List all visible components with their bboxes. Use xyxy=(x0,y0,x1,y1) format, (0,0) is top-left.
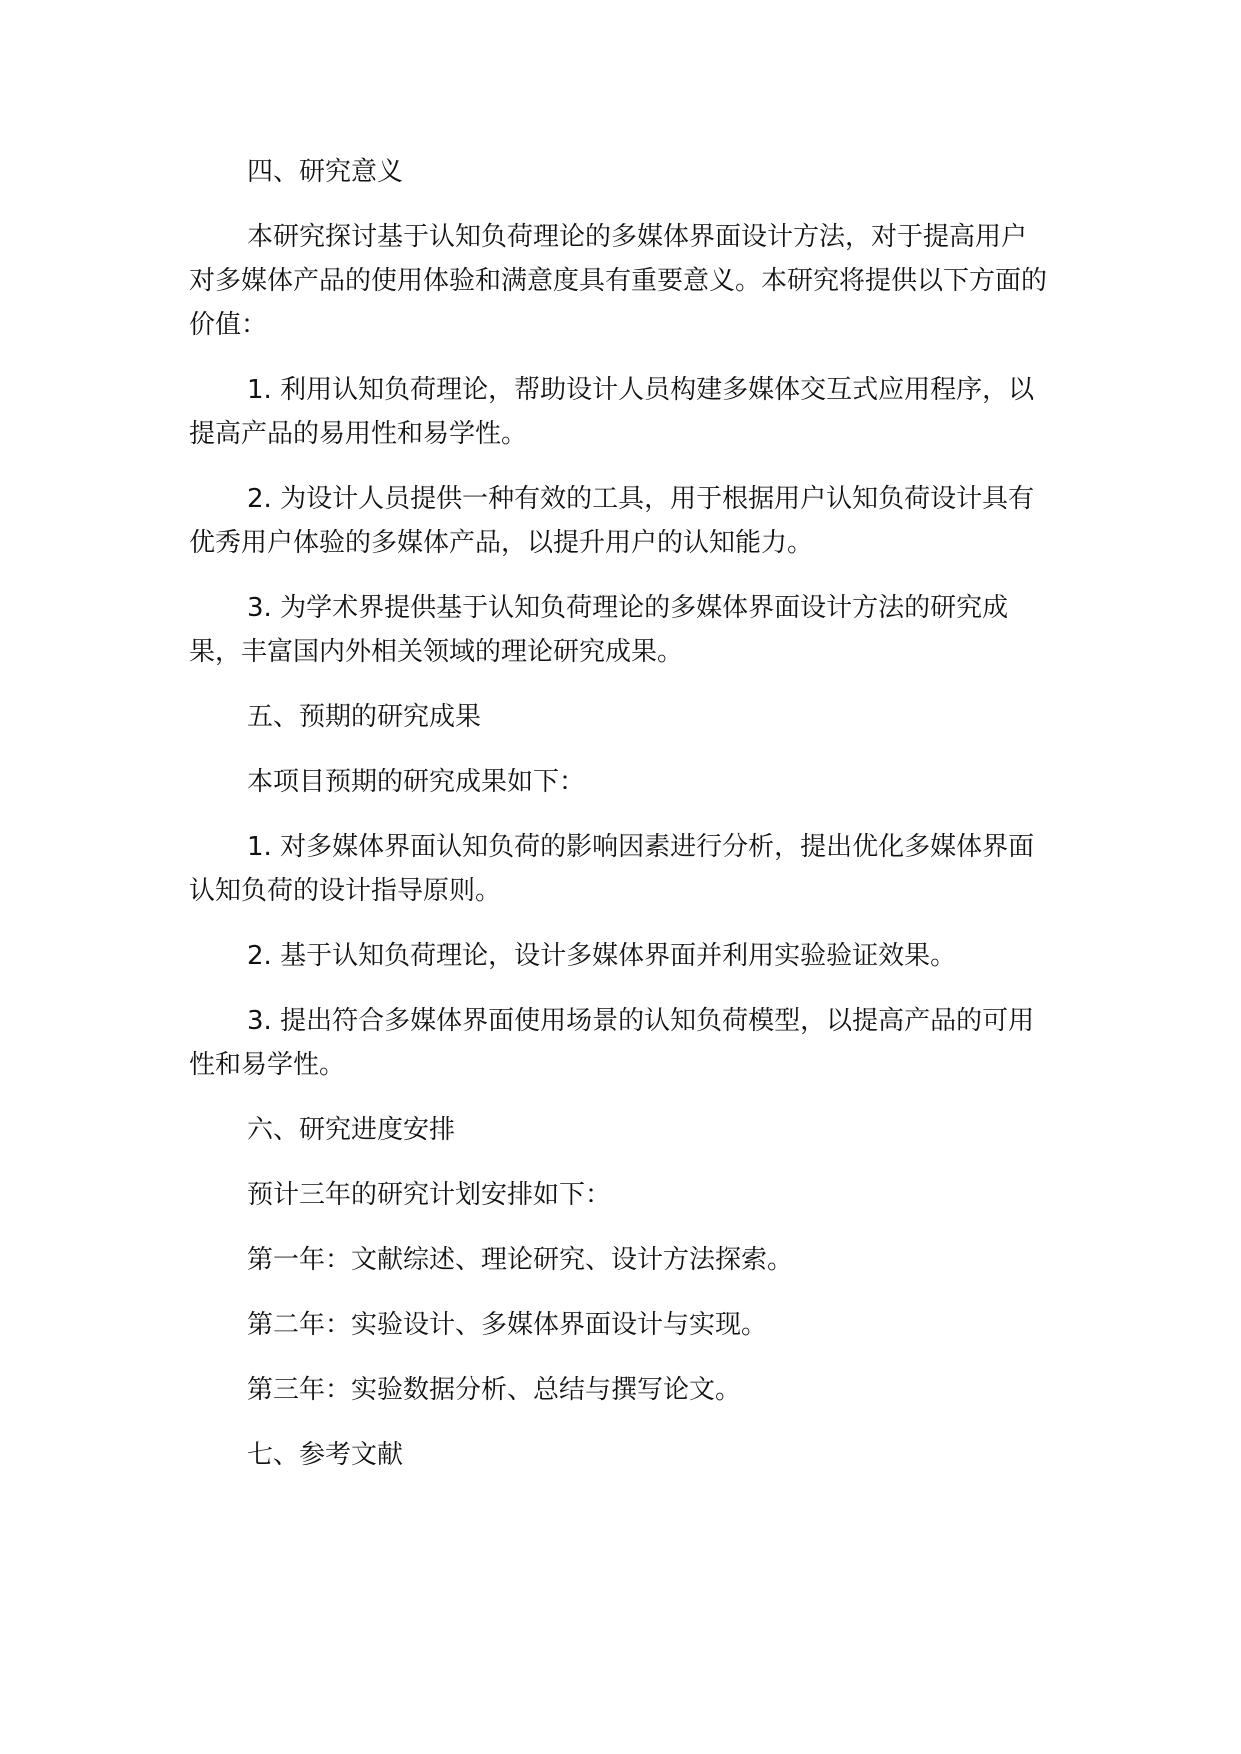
paragraph-expected-results: 本项目预期的研究成果如下： xyxy=(247,767,586,797)
paragraph-schedule-intro: 预计三年的研究计划安排如下： xyxy=(247,1180,612,1210)
section-heading-4: 四、研究意义 xyxy=(247,157,404,187)
schedule-year-2: 第二年：实验设计、多媒体界面设计与实现。 xyxy=(247,1310,768,1340)
list-item-value-3: 3. 为学术界提供基于认知负荷理论的多媒体界面设计方法的研究成果，丰富国内外相关领域的理论研究成果。 xyxy=(189,593,1009,667)
list-item-result-3: 3. 提出符合多媒体界面使用场景的认知负荷模型，以提高产品的可用性和易学性。 xyxy=(189,1006,1035,1080)
list-item-result-1: 1. 对多媒体界面认知负荷的影响因素进行分析，提出优化多媒体界面认知负荷的设计指导原则。 xyxy=(189,832,1035,906)
list-item-value-2: 2. 为设计人员提供一种有效的工具，用于根据用户认知负荷设计具有优秀用户体验的多媒体产品，以提升用户的认知能力。 xyxy=(189,484,1035,558)
section-heading-5: 五、预期的研究成果 xyxy=(247,702,482,732)
section-heading-6: 六、研究进度安排 xyxy=(247,1115,456,1145)
list-item-value-1: 1. 利用认知负荷理论，帮助设计人员构建多媒体交互式应用程序，以提高产品的易用性和易学性。 xyxy=(189,375,1035,449)
section-heading-7: 七、参考文献 xyxy=(247,1440,404,1470)
schedule-year-1: 第一年：文献综述、理论研究、设计方法探索。 xyxy=(247,1245,794,1275)
schedule-year-3: 第三年：实验数据分析、总结与撰写论文。 xyxy=(247,1375,742,1405)
paragraph-significance: 本研究探讨基于认知负荷理论的多媒体界面设计方法，对于提高用户对多媒体产品的使用体验和满意度具有重要意义。本研究将提供以下方面的价值： xyxy=(189,222,1048,340)
document-body xyxy=(189,150,1049,1498)
list-item-result-2: 2. 基于认知负荷理论，设计多媒体界面并利用实验验证效果。 xyxy=(247,941,957,971)
